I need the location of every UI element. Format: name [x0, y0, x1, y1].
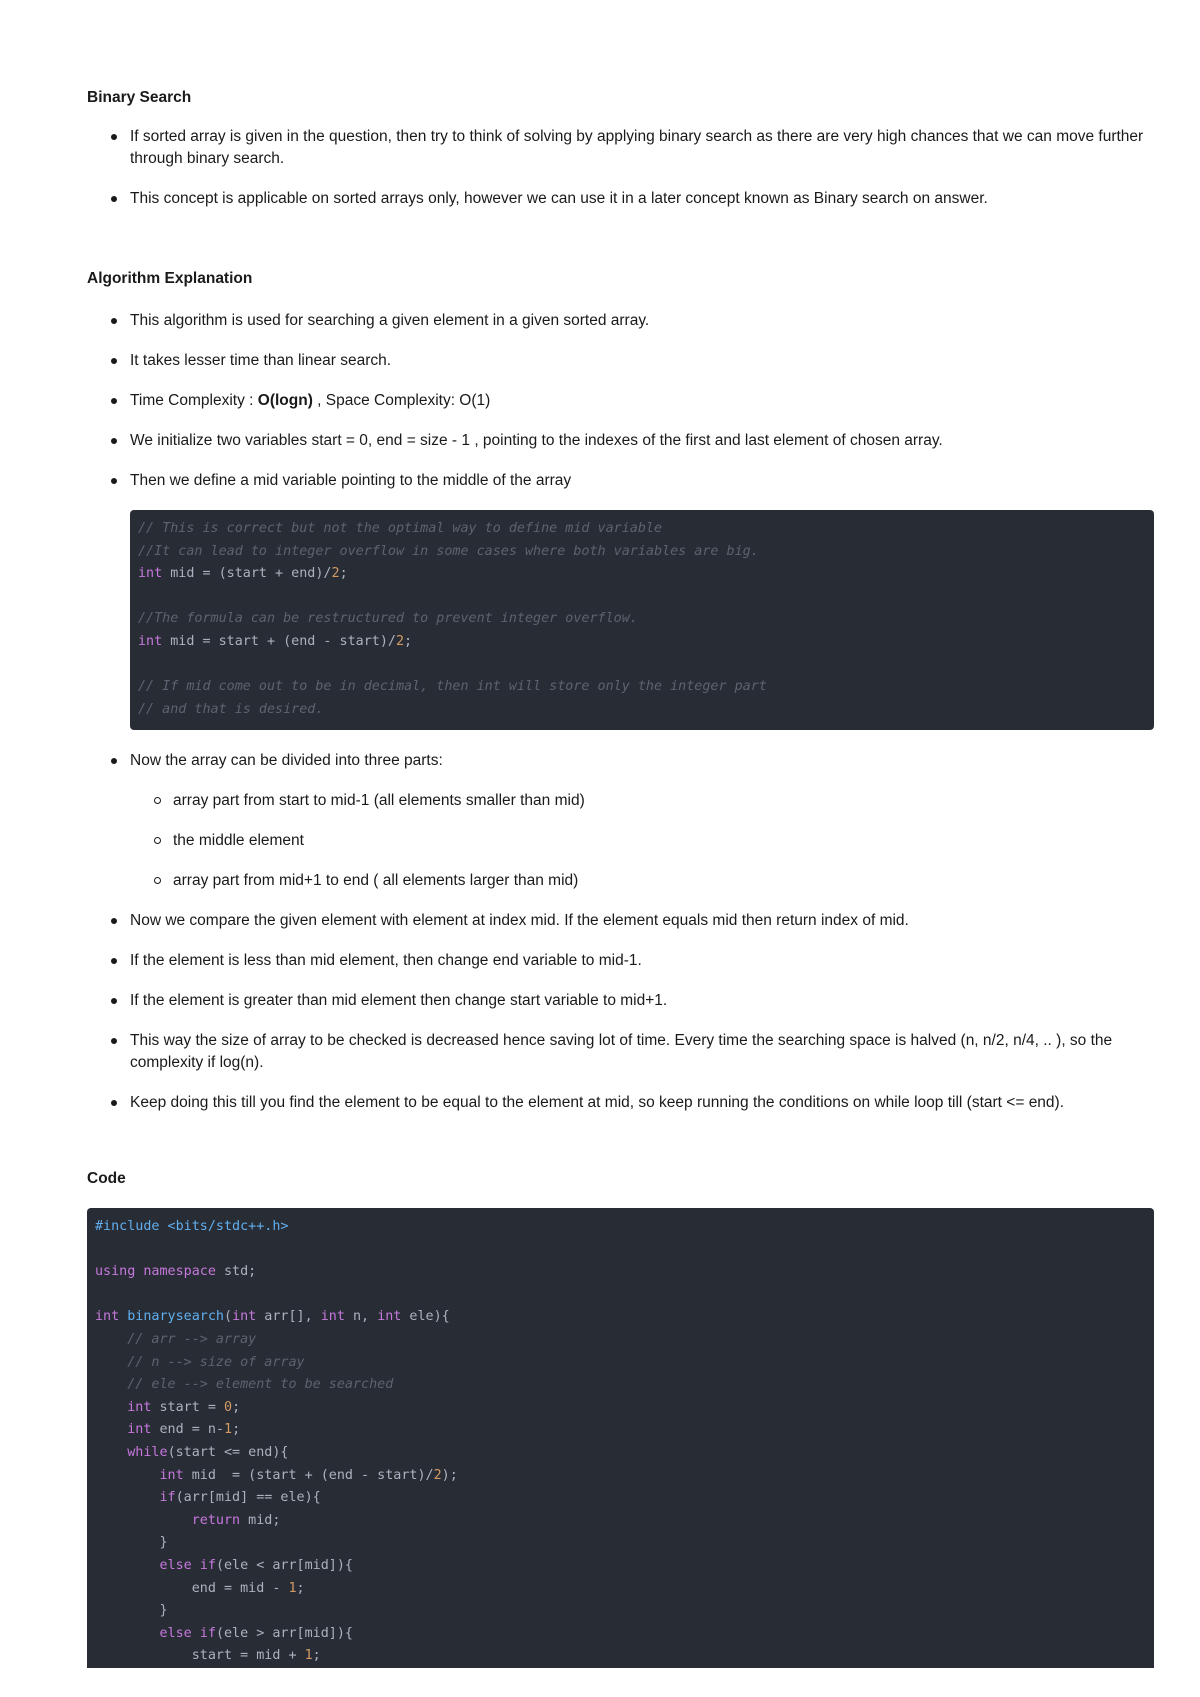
code-token-plain [192, 1626, 200, 1641]
code-line [138, 563, 1146, 586]
list-item: This algorithm is used for searching a given element in a given sorted array. [87, 310, 1154, 332]
code-token-plain: (start <= end){ [167, 1444, 289, 1460]
code-token-comment: // ele --> element to be searched [127, 1377, 394, 1393]
code-line [138, 541, 1146, 564]
algorithm-list-bottom [87, 750, 1154, 1132]
code-token-plain [95, 1558, 160, 1573]
code-token-number: 2 [433, 1467, 442, 1483]
code-line [95, 1216, 1146, 1239]
list-item: This way the size of array to be checked is decreased hence saving lot of time. Every time the searching space is halved (n, n/2, n/4, .. ), so the complexity if log(n). [87, 1030, 1154, 1074]
code-token-number: 2 [395, 633, 405, 649]
code-token-plain [95, 1355, 127, 1370]
list-item-three-parts [87, 750, 1154, 892]
code-line [95, 1465, 1146, 1488]
code-block-binary-search [87, 1208, 1154, 1668]
three-parts-sublist [87, 790, 1154, 892]
code-token-plain: (ele < arr[mid]){ [215, 1557, 353, 1573]
code-token-keyword: int [127, 1422, 152, 1438]
code-token-plain: start = mid + [95, 1648, 305, 1664]
code-token-plain: ele){ [401, 1309, 450, 1325]
code-line [95, 1261, 1146, 1284]
code-token-keyword: int [138, 633, 163, 649]
code-token-plain: ; [404, 633, 413, 649]
code-line [138, 518, 1146, 541]
sub-list-item: the middle element [87, 830, 1154, 852]
code-token-meta: #include <bits/stdc++.h> [95, 1219, 289, 1234]
code-line [95, 1306, 1146, 1329]
complexity-bold: O(logn) [257, 392, 313, 409]
list-item: It takes lesser time than linear search. [87, 350, 1154, 372]
code-line [138, 676, 1146, 699]
heading-code: Code [87, 1170, 126, 1187]
code-token-plain: mid; [240, 1512, 281, 1528]
code-token-plain: ; [339, 566, 348, 582]
code-token-number: 0 [224, 1399, 233, 1415]
code-token-keyword: int [377, 1309, 402, 1325]
code-line [95, 1510, 1146, 1533]
code-token-number: 1 [288, 1580, 297, 1596]
code-token-comment: // This is correct but not the optimal way to define mid variable [138, 521, 663, 536]
code-token-plain: ); [441, 1467, 458, 1483]
code-token-plain [95, 1400, 127, 1415]
code-token-plain: n, [344, 1309, 378, 1325]
heading-algorithm-explanation: Algorithm Explanation [87, 270, 253, 287]
list-item: This concept is applicable on sorted arrays only, however we can use it in a later concept known as Binary search on answer. [87, 188, 1154, 210]
code-token-plain [95, 1626, 160, 1641]
code-token-keyword: return [191, 1512, 241, 1528]
code-token-keyword: else [159, 1557, 192, 1573]
code-token-plain: ( [224, 1309, 233, 1325]
code-token-plain: arr[], [256, 1309, 321, 1325]
code-token-plain: (arr[mid] == ele){ [175, 1490, 321, 1506]
list-item: If the element is less than mid element, then change end variable to mid-1. [87, 950, 1154, 972]
code-line [138, 586, 1146, 609]
code-line [95, 1419, 1146, 1442]
code-line [138, 654, 1146, 677]
code-token-plain: mid = start + (end - start)/ [162, 633, 396, 649]
code-token-keyword: int [159, 1467, 184, 1483]
code-token-func: binarysearch [127, 1309, 224, 1325]
code-token-plain [95, 1332, 127, 1347]
code-token-comment: //The formula can be restructured to prevent integer overflow. [138, 611, 638, 627]
code-token-keyword: else [159, 1625, 192, 1641]
code-token-keyword: if [199, 1557, 216, 1573]
code-token-plain: ; [232, 1422, 241, 1438]
code-token-keyword: if [199, 1625, 216, 1641]
code-token-comment: // arr --> array [127, 1331, 257, 1347]
code-line [95, 1487, 1146, 1510]
code-token-plain: std; [215, 1264, 257, 1280]
list-item: Then we define a mid variable pointing to the middle of the array [87, 470, 1154, 492]
code-token-keyword: namespace [143, 1264, 216, 1280]
code-line [95, 1600, 1146, 1623]
code-token-keyword: int [95, 1309, 120, 1325]
code-line [95, 1578, 1146, 1601]
code-token-plain [95, 1445, 127, 1460]
list-item: Now we compare the given element with element at index mid. If the element equals mid then return index of mid. [87, 910, 1154, 932]
code-token-number: 1 [224, 1422, 233, 1438]
code-token-number: 2 [331, 566, 340, 582]
code-line [95, 1645, 1146, 1668]
code-token-plain: ; [296, 1580, 305, 1596]
code-line [95, 1239, 1146, 1262]
code-line [95, 1329, 1146, 1352]
code-token-keyword: int [320, 1309, 345, 1325]
code-token-comment: //It can lead to integer overflow in some cases where both variables are big. [138, 543, 759, 559]
code-token-keyword: int [138, 566, 163, 582]
code-token-plain: (ele > arr[mid]){ [215, 1625, 353, 1641]
code-token-plain: start = [151, 1399, 224, 1415]
list-item-complexity [87, 390, 1154, 412]
code-line [95, 1374, 1146, 1397]
code-token-plain: end = n- [151, 1422, 224, 1438]
code-token-comment: // n --> size of array [127, 1354, 305, 1370]
code-token-comment: // If mid come out to be in decimal, then int will store only the integer part [138, 679, 767, 695]
code-token-plain: ; [232, 1399, 241, 1415]
list-item: If sorted array is given in the question, then try to think of solving by applying binary search as there are very high chances that we can move further through binary search. [87, 126, 1154, 170]
code-token-plain [95, 1513, 192, 1528]
code-line [95, 1623, 1146, 1646]
code-token-plain [95, 1377, 127, 1392]
code-line [95, 1442, 1146, 1465]
code-token-plain: } [95, 1603, 168, 1619]
code-token-plain: } [95, 1535, 168, 1551]
complexity-suffix: , Space Complexity: O(1) [312, 392, 491, 409]
code-token-keyword: if [159, 1490, 176, 1506]
heading-binary-search: Binary Search [87, 89, 192, 106]
code-line [95, 1397, 1146, 1420]
algorithm-list-top [87, 310, 1154, 510]
binary-search-list [87, 126, 1154, 228]
code-token-plain: end = mid - [95, 1580, 289, 1596]
code-token-keyword: while [127, 1444, 168, 1460]
list-item: Keep doing this till you find the element to be equal to the element at mid, so keep running the conditions on while loop till (start <= end). [87, 1092, 1154, 1114]
code-line [95, 1352, 1146, 1375]
code-line [95, 1532, 1146, 1555]
code-token-plain [95, 1468, 160, 1483]
code-token-number: 1 [304, 1648, 313, 1664]
code-token-plain [95, 1490, 160, 1505]
sub-list-item: array part from mid+1 to end ( all elements larger than mid) [87, 870, 1154, 892]
sub-list-item: array part from start to mid-1 (all elements smaller than mid) [87, 790, 1154, 812]
code-token-keyword: int [127, 1399, 152, 1415]
code-block-mid-formula [130, 510, 1154, 730]
complexity-prefix: Time Complexity : [130, 392, 258, 409]
code-line [95, 1284, 1146, 1307]
code-token-plain: mid = (start + end)/ [162, 566, 332, 582]
code-line [138, 631, 1146, 654]
code-token-plain [192, 1558, 200, 1573]
code-line [138, 608, 1146, 631]
three-parts-intro: Now the array can be divided into three parts: [130, 752, 443, 769]
code-token-plain: mid = (start + (end - start)/ [183, 1467, 434, 1483]
code-token-keyword: using [95, 1264, 136, 1280]
code-token-comment: // and that is desired. [138, 701, 324, 717]
code-token-plain: ; [312, 1648, 321, 1664]
code-line [138, 699, 1146, 722]
code-token-plain [95, 1422, 127, 1437]
list-item: We initialize two variables start = 0, end = size - 1 , pointing to the indexes of the first and last element of chosen array. [87, 430, 1154, 452]
code-token-keyword: int [232, 1309, 257, 1325]
list-item: If the element is greater than mid element then change start variable to mid+1. [87, 990, 1154, 1012]
code-line [95, 1555, 1146, 1578]
